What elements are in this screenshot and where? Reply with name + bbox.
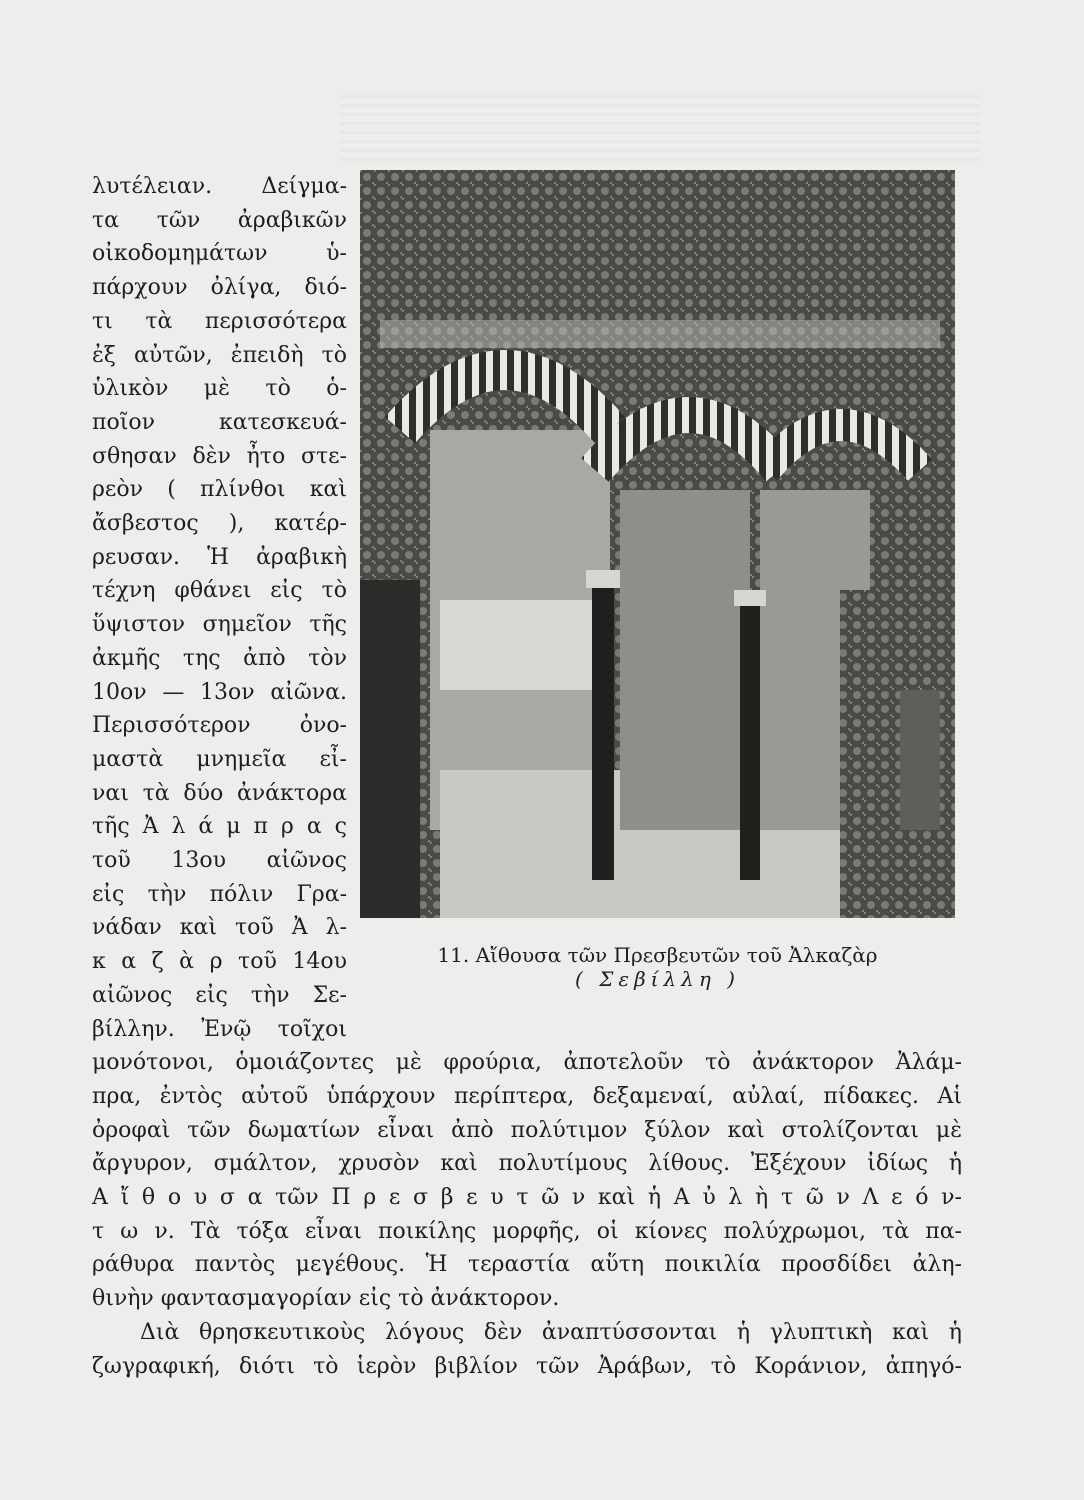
- column-text-line: ὑλικὸν μὲ τὸ ὁ-: [92, 376, 347, 402]
- column-text-line: ρεὸν ( πλίνθοι καὶ: [92, 477, 347, 503]
- body-text-line: τ ω ν. Τὰ τόξα εἶναι ποικίλης μορφῆς, οἱ κίονες πολύχρωμοι, τὰ πα-: [92, 1218, 962, 1244]
- column-text-line: οἰκοδομημάτων ὑ-: [92, 241, 347, 267]
- column-text-line: ἀκμῆς της ἀπὸ τὸν: [92, 645, 347, 671]
- figure-photo-alcazar: [360, 170, 955, 918]
- column-text-line: ναι τὰ δύο ἀνάκτορα: [92, 780, 347, 806]
- column-text-line: τέχνη φθάνει εἰς τὸ: [92, 578, 347, 604]
- column-text-line: Περισσότερον ὀνο-: [92, 713, 347, 739]
- body-text-line: θινὴν φαντασμαγορίαν εἰς τὸ ἀνάκτορον.: [92, 1286, 560, 1312]
- figure-caption-location: ( Σεβίλλη ): [575, 967, 740, 991]
- paragraph2-text-line: ζωγραφική, διότι τὸ ἱερὸν βιβλίον τῶν Ἀράβων, τὸ Κοράνιον, ἀπηγό-: [92, 1353, 962, 1379]
- column-text-line: βίλλην. Ἐνῷ τοῖχοι: [92, 1016, 347, 1042]
- column-text-line: ἐξ αὐτῶν, ἐπειδὴ τὸ: [92, 342, 347, 368]
- column-text-line: τῆς Ἀ λ ά μ π ρ α ς: [92, 814, 347, 840]
- body-text-line: ράθυρα παντὸς μεγέθους. Ἡ τεραστία αὕτη ποικιλία προσδίδει ἀλη-: [92, 1252, 962, 1278]
- column-text-line: ἄσβεστος ), κατέρ-: [92, 511, 347, 536]
- column-text-line: τοῦ 13ου αἰῶνος: [92, 848, 347, 873]
- column-text-line: πάρχουν ὀλίγα, διό-: [92, 275, 347, 301]
- column-text-line: σθησαν δὲν ἦτο στε-: [92, 443, 347, 469]
- body-text-line: πρα, ἐντὸς αὐτοῦ ὑπάρχουν περίπτερα, δεξαμεναί, αὐλαί, πίδακες. Αἱ: [92, 1083, 962, 1109]
- column-text-line: κ α ζ ὰ ρ τοῦ 14ου: [92, 949, 347, 975]
- column-text-line: 10ον — 13ον αἰῶνα.: [92, 679, 347, 705]
- bleed-through-text: [340, 95, 980, 165]
- figure-caption-title: 11. Αἴθουσα τῶν Πρεσβευτῶν τοῦ Ἀλκαζὰρ: [437, 943, 878, 967]
- column-text-line: μαστὰ μνημεῖα εἶ-: [92, 746, 347, 772]
- body-text-line: ἄργυρον, σμάλτον, χρυσὸν καὶ πολυτίμους λίθους. Ἐξέχουν ἰδίως ἡ: [92, 1151, 962, 1177]
- column-text-line: ρευσαν. Ἡ ἀραβικὴ: [92, 544, 347, 570]
- paragraph2-text-line: Διὰ θρησκευτικοὺς λόγους δὲν ἀναπτύσσονται ἡ γλυπτικὴ καὶ ἡ: [140, 1319, 962, 1345]
- column-text-line: νάδαν καὶ τοῦ Ἀ λ-: [92, 915, 347, 941]
- column-text-line: ποῖον κατεσκευά-: [92, 409, 347, 435]
- body-text-line: ὀροφαὶ τῶν δωματίων εἶναι ἀπὸ πολύτιμον ξύλον καὶ στολίζονται μὲ: [92, 1117, 962, 1143]
- column-text-line: τα τῶν ἀραβικῶν: [92, 207, 347, 233]
- column-text-line: εἰς τὴν πόλιν Γρα-: [92, 881, 347, 907]
- column-text-line: λυτέλειαν. Δείγμα-: [92, 174, 347, 199]
- column-text-line: τι τὰ περισσότερα: [92, 308, 347, 334]
- column-text-line: ὕψιστον σημεῖον τῆς: [92, 612, 347, 638]
- body-text-line: Α ἴ θ ο υ σ α τῶν Π ρ ε σ β ε υ τ ῶ ν καὶ ἡ Α ὐ λ ὴ τ ῶ ν Λ ε ό ν-: [92, 1185, 962, 1210]
- body-text-line: μονότονοι, ὁμοιάζοντες μὲ φρούρια, ἀποτελοῦν τὸ ἀνάκτορον Ἀλάμ-: [92, 1050, 962, 1076]
- column-text-line: αἰῶνος εἰς τὴν Σε-: [92, 982, 347, 1008]
